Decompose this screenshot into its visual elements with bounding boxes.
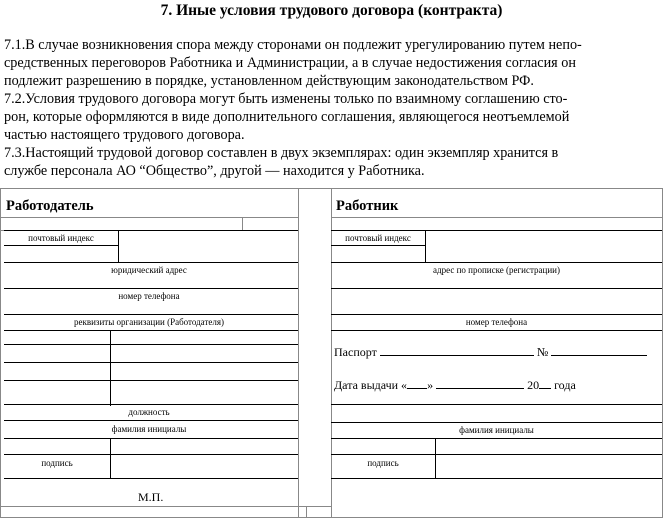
requisites-label: реквизиты организации (Работодателя) xyxy=(73,317,224,327)
divider xyxy=(331,454,662,455)
paragraph-line: средственных переговоров Работника и Администрации, а в случае недостижения согласия он xyxy=(4,55,576,71)
signature-label: подпись xyxy=(367,458,399,468)
divider xyxy=(331,230,662,231)
divider xyxy=(331,188,332,518)
divider xyxy=(0,506,331,507)
passport-row xyxy=(334,343,647,360)
address-label: адрес по прописке (регистрации) xyxy=(433,265,560,275)
divider xyxy=(4,262,298,263)
position-label: должность xyxy=(128,407,170,417)
paragraph-line: службе персонала АО “Общество”, другой — находится у Работника. xyxy=(4,163,425,179)
divider xyxy=(298,188,299,518)
paragraph-line: частью настоящего трудового договора. xyxy=(4,127,245,143)
divider xyxy=(306,506,307,518)
phone-label: номер телефона xyxy=(118,291,180,301)
legal-address-label: юридический адрес xyxy=(111,265,187,275)
divider xyxy=(4,288,298,289)
divider xyxy=(0,217,298,218)
issue-year-field[interactable] xyxy=(539,376,551,389)
employer-header: Работодатель xyxy=(6,198,94,214)
full-name-label: фамилия инициалы xyxy=(459,425,534,435)
divider xyxy=(4,380,298,381)
phone-label: номер телефона xyxy=(465,317,528,327)
quote-close: » xyxy=(427,378,434,392)
employee-header: Работник xyxy=(336,198,399,214)
paragraph-line: 7.2.Условия трудового договора могут быть изменены только по взаимному соглашению сто- xyxy=(4,91,568,107)
divider xyxy=(4,330,298,331)
divider xyxy=(331,478,662,479)
divider xyxy=(331,217,662,218)
signature-form xyxy=(0,188,663,518)
divider xyxy=(4,314,298,315)
postal-index-label: почтовый индекс xyxy=(28,233,94,243)
issue-date-label: Дата выдачи « xyxy=(334,378,408,392)
passport-number-field[interactable] xyxy=(551,343,647,356)
divider xyxy=(425,230,426,262)
divider xyxy=(331,438,662,439)
year-prefix: 20 xyxy=(527,378,540,392)
divider xyxy=(4,344,298,345)
divider xyxy=(4,438,298,439)
divider xyxy=(0,188,1,518)
divider xyxy=(110,330,111,406)
issue-month-field[interactable] xyxy=(436,376,524,389)
divider xyxy=(118,230,119,262)
paragraph-line: 7.1.В случае возникновения спора между сторонами он подлежит урегулированию путем непо- xyxy=(4,37,582,53)
divider xyxy=(435,438,436,478)
paragraph-line: рон, которые оформляются в виде дополнительного соглашения, являющегося неотъемлемой xyxy=(4,109,570,125)
divider xyxy=(331,314,662,315)
divider xyxy=(331,422,662,423)
postal-index-label: почтовый индекс xyxy=(345,233,411,243)
divider xyxy=(4,230,298,231)
divider xyxy=(110,438,111,478)
passport-label: Паспорт xyxy=(334,345,377,359)
section-title: 7. Иные условия трудового договора (контракта) xyxy=(160,2,503,19)
issue-day-field[interactable] xyxy=(407,376,427,389)
divider xyxy=(4,245,118,246)
issue-date-row xyxy=(334,376,576,393)
divider xyxy=(331,262,662,263)
divider xyxy=(4,454,298,455)
divider xyxy=(331,245,425,246)
year-suffix: года xyxy=(554,378,576,392)
paragraph-line: 7.3.Настоящий трудовой договор составлен в двух экземплярах: один экземпляр хранится в xyxy=(4,145,559,161)
divider xyxy=(331,330,662,331)
full-name-label: фамилия инициалы xyxy=(111,424,187,434)
paragraph-line: подлежит разрешению в порядке, установленном действующим законодательством РФ. xyxy=(4,73,534,89)
divider xyxy=(331,404,662,405)
divider xyxy=(4,478,298,479)
divider xyxy=(4,420,298,421)
signature-label: подпись xyxy=(41,458,73,468)
number-sign: № xyxy=(536,345,549,359)
divider xyxy=(242,217,243,230)
stamp-label: М.П. xyxy=(138,490,164,504)
divider xyxy=(4,404,298,405)
passport-series-field[interactable] xyxy=(380,343,534,356)
divider xyxy=(4,362,298,363)
divider xyxy=(331,288,662,289)
